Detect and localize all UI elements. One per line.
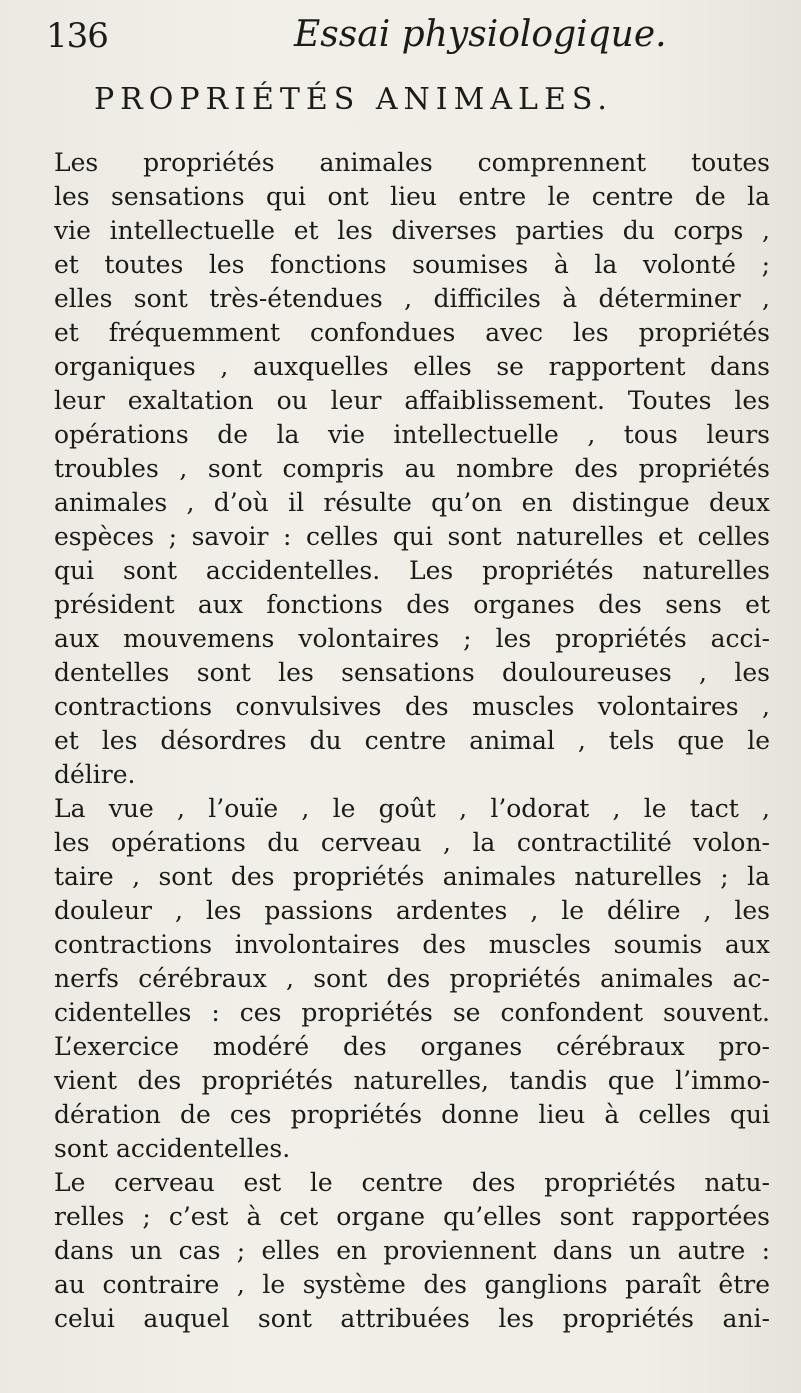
text-line: dans un cas ; elles en proviennent dans un autre : bbox=[54, 1236, 770, 1265]
text-line: relles ; c’est à cet organe qu’elles sont rapportées bbox=[54, 1202, 770, 1231]
text-line: contractions convulsives des muscles volontaires , bbox=[54, 692, 770, 721]
text-line: et les désordres du centre animal , tels que le bbox=[54, 726, 770, 755]
text-line: dération de ces propriétés donne lieu à celles qui bbox=[54, 1100, 770, 1129]
text-line: cidentelles : ces propriétés se confondent souvent. bbox=[54, 998, 770, 1027]
page-number: 136 bbox=[46, 16, 108, 56]
text-line: dentelles sont les sensations douloureuses , les bbox=[54, 658, 770, 687]
text-line: au contraire , le système des ganglions paraît être bbox=[54, 1270, 770, 1299]
text-line: et toutes les fonctions soumises à la volonté ; bbox=[54, 250, 770, 279]
section-title: PROPRIÉTÉS ANIMALES. bbox=[94, 82, 613, 117]
text-line: opérations de la vie intellectuelle , tous leurs bbox=[54, 420, 770, 449]
text-line: les opérations du cerveau , la contractilité volon- bbox=[54, 828, 770, 857]
text-line: Le cerveau est le centre des propriétés natu- bbox=[54, 1168, 770, 1197]
text-line: qui sont accidentelles. Les propriétés naturelles bbox=[54, 556, 770, 585]
body-text bbox=[54, 146, 770, 1336]
text-line: animales , d’où il résulte qu’on en distingue deux bbox=[54, 488, 770, 517]
page-header bbox=[46, 12, 786, 62]
text-line: contractions involontaires des muscles soumis aux bbox=[54, 930, 770, 959]
text-line: Les propriétés animales comprennent toutes bbox=[54, 148, 770, 177]
text-line: celui auquel sont attribuées les propriétés ani- bbox=[54, 1304, 770, 1333]
text-line: organiques , auxquelles elles se rapportent dans bbox=[54, 352, 770, 381]
text-line: nerfs cérébraux , sont des propriétés animales ac- bbox=[54, 964, 770, 993]
text-line: L’exercice modéré des organes cérébraux pro- bbox=[54, 1032, 770, 1061]
text-line: les sensations qui ont lieu entre le centre de la bbox=[54, 182, 770, 211]
text-line: La vue , l’ouïe , le goût , l’odorat , le tact , bbox=[54, 794, 770, 823]
text-line: et fréquemment confondues avec les propriétés bbox=[54, 318, 770, 347]
running-title: Essai physiologique. bbox=[294, 14, 667, 55]
text-line: douleur , les passions ardentes , le délire , les bbox=[54, 896, 770, 925]
text-line: vient des propriétés naturelles, tandis que l’immo- bbox=[54, 1066, 770, 1095]
text-line: président aux fonctions des organes des sens et bbox=[54, 590, 770, 619]
text-line: taire , sont des propriétés animales naturelles ; la bbox=[54, 862, 770, 891]
text-line: sont accidentelles. bbox=[54, 1134, 291, 1163]
text-line: délire. bbox=[54, 760, 136, 789]
text-line: vie intellectuelle et les diverses parties du corps , bbox=[54, 216, 770, 245]
text-line: leur exaltation ou leur affaiblissement. Toutes les bbox=[54, 386, 770, 415]
text-line: espèces ; savoir : celles qui sont naturelles et celles bbox=[54, 522, 770, 551]
text-line: troubles , sont compris au nombre des propriétés bbox=[54, 454, 770, 483]
text-line: elles sont très-étendues , difficiles à déterminer , bbox=[54, 284, 770, 313]
text-line: aux mouvemens volontaires ; les propriétés acci- bbox=[54, 624, 770, 653]
